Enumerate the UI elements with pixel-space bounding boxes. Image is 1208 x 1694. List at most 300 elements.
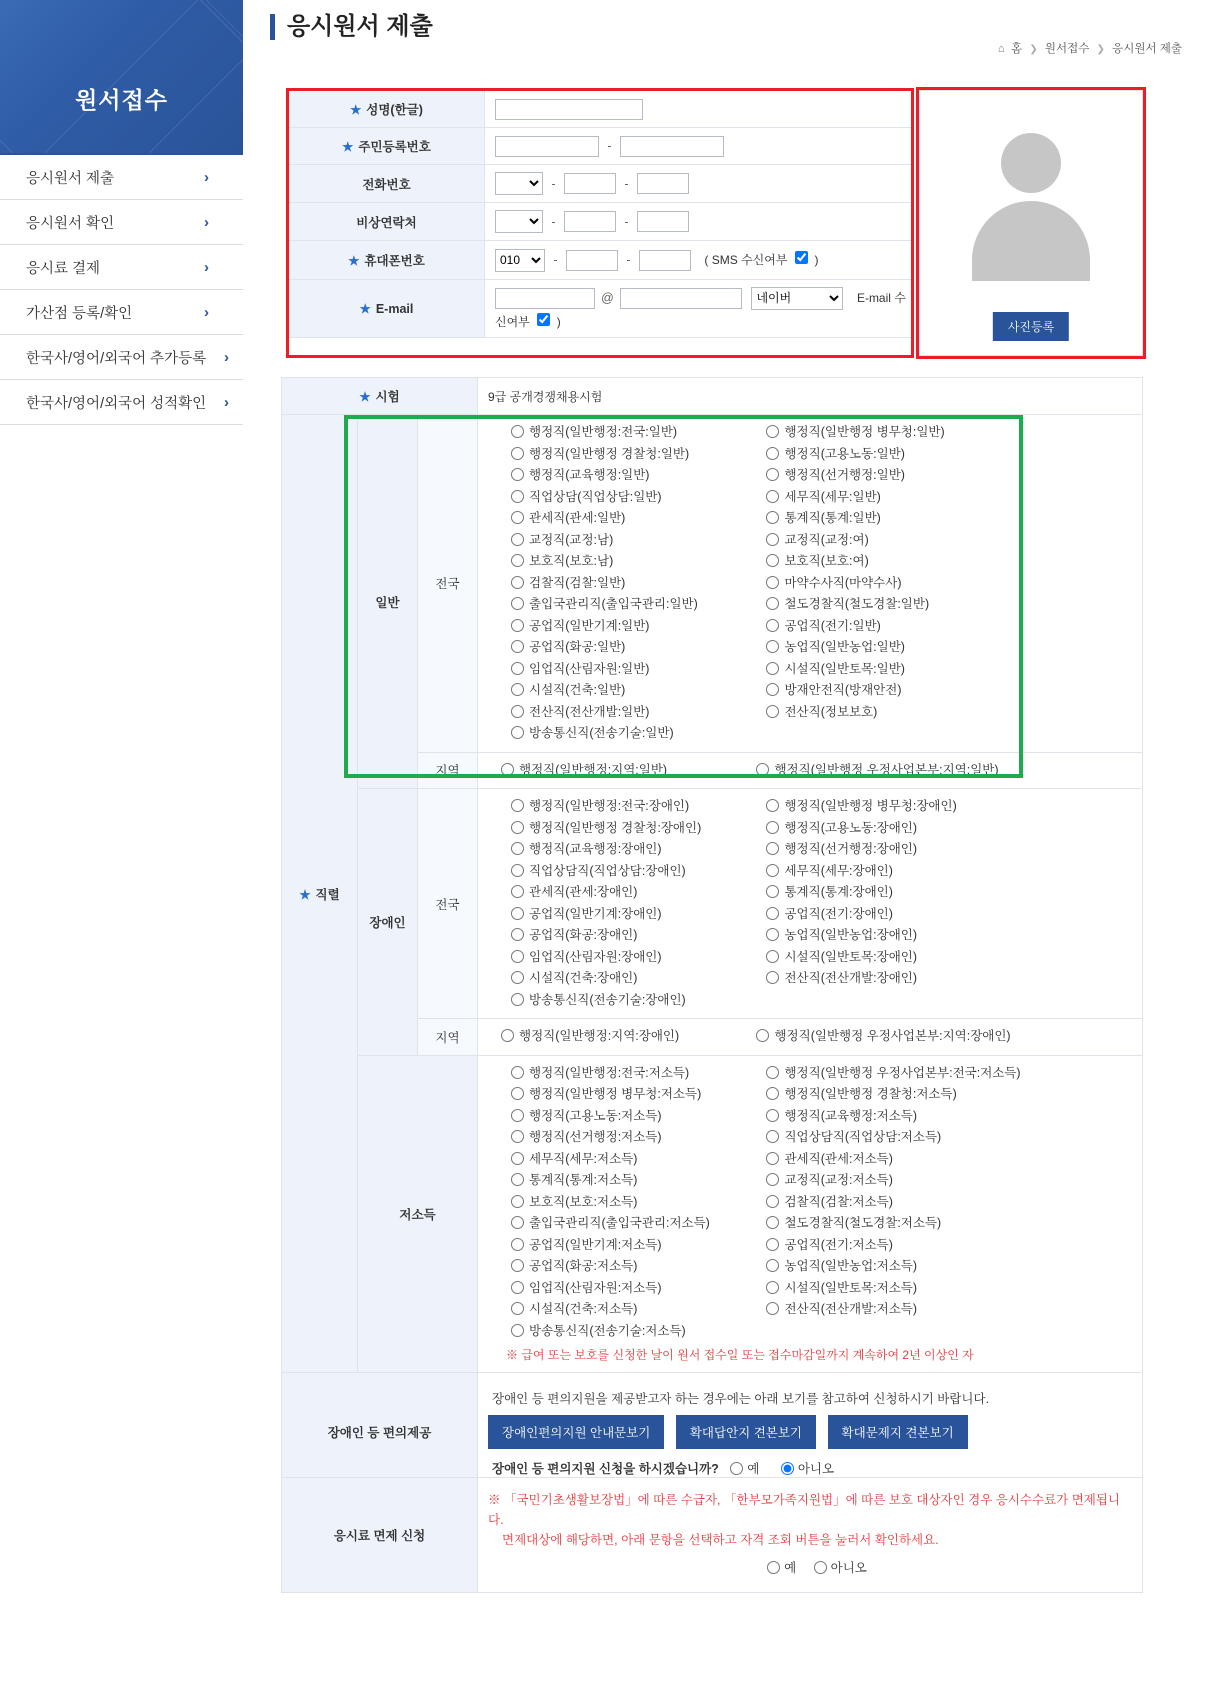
- chevron-right-icon: ❯: [1029, 44, 1038, 55]
- job-option-label: 공업직(화공:저소득): [529, 1259, 638, 1273]
- fee-waiver-radio-row: [488, 1550, 1132, 1580]
- page-title: 응시원서 제출: [270, 14, 1190, 40]
- radio-option[interactable]: [506, 1256, 758, 1278]
- job-radio[interactable]: [766, 1195, 779, 1208]
- radio-option[interactable]: [761, 594, 1061, 616]
- radio-option[interactable]: [506, 839, 758, 861]
- job-option-label: 방재안전직(방재안전): [784, 683, 902, 697]
- job-option-label: 농업직(일반농업:저소득): [784, 1259, 918, 1273]
- job-radio[interactable]: [511, 597, 524, 610]
- sidebar-header: [0, 0, 243, 153]
- job-option-label: 시설직(일반토목:장애인): [784, 949, 918, 964]
- job-radio[interactable]: [511, 1152, 524, 1165]
- radio-option[interactable]: [506, 1170, 758, 1192]
- job-option-label: 행정직(교육행정:일반): [529, 468, 650, 482]
- job-radio[interactable]: [766, 1238, 779, 1251]
- breadcrumb-item-home[interactable]: 홈: [1011, 43, 1023, 55]
- email-domain-select[interactable]: [751, 287, 843, 310]
- radio-option[interactable]: [761, 508, 1061, 530]
- radio-option[interactable]: [506, 594, 758, 616]
- sidebar-item-language-register[interactable]: [0, 335, 243, 380]
- radio-option[interactable]: [761, 1063, 1061, 1085]
- general-nationwide-options: [478, 415, 1143, 753]
- job-option-label: 농업직(일반농업:장애인): [784, 928, 918, 942]
- job-option-label: 행정직(교육행정:저소득): [784, 1108, 918, 1123]
- job-option-label: 교정직(교정:남): [529, 532, 614, 547]
- mobile-prefix-select[interactable]: [495, 249, 545, 272]
- job-radio[interactable]: [766, 1281, 779, 1294]
- job-radio[interactable]: [766, 1259, 779, 1272]
- mobile-mid-input[interactable]: [566, 250, 618, 271]
- job-radio[interactable]: [511, 821, 524, 834]
- enlarged-question-sample-button[interactable]: 확대문제지 견본보기: [828, 1415, 968, 1449]
- job-radio[interactable]: [766, 490, 779, 503]
- job-radio[interactable]: [511, 950, 524, 963]
- radio-option[interactable]: [506, 487, 758, 509]
- radio-option[interactable]: [761, 530, 1061, 552]
- fee-waiver-value-cell: [478, 1478, 1143, 1593]
- options-column-left: [488, 1063, 758, 1343]
- radio-option[interactable]: [506, 637, 758, 659]
- job-radio[interactable]: [766, 1066, 779, 1079]
- job-radio[interactable]: [511, 468, 524, 481]
- radio-option[interactable]: [506, 1084, 758, 1106]
- dash-separator: -: [626, 253, 631, 267]
- job-radio[interactable]: [511, 907, 524, 920]
- job-radio[interactable]: [511, 490, 524, 503]
- options-column-left: [478, 760, 748, 782]
- dash-separator: -: [624, 214, 629, 229]
- job-radio[interactable]: [766, 971, 779, 984]
- radio-option[interactable]: [496, 1026, 748, 1048]
- radio-option[interactable]: [751, 1026, 1051, 1048]
- job-radio[interactable]: [511, 705, 524, 718]
- group-general-label: 일반: [358, 415, 418, 789]
- dash-separator: -: [551, 214, 556, 229]
- radio-option[interactable]: [506, 861, 758, 883]
- sidebar-item-bonus-point[interactable]: [0, 290, 243, 335]
- convenience-yes-radio[interactable]: [730, 1462, 743, 1475]
- radio-option[interactable]: [506, 702, 758, 724]
- phone-prefix-select[interactable]: [495, 172, 543, 195]
- radio-option[interactable]: [761, 637, 1061, 659]
- job-radio[interactable]: [766, 842, 779, 855]
- page-header: [270, 13, 1190, 55]
- job-option-label: 출입국관리직(출입국관리:저소득): [529, 1216, 710, 1230]
- mobile-value-cell: [485, 241, 912, 280]
- radio-option[interactable]: [506, 796, 758, 818]
- radio-option[interactable]: [506, 968, 758, 990]
- job-radio[interactable]: [511, 1216, 524, 1229]
- radio-option[interactable]: [761, 1127, 1061, 1149]
- job-option-label: 공업직(전기:장애인): [784, 906, 893, 921]
- radio-option[interactable]: [761, 1192, 1061, 1214]
- job-radio[interactable]: [511, 425, 524, 438]
- radio-option[interactable]: [761, 1149, 1061, 1171]
- convenience-no-label: 아니오: [797, 1462, 835, 1476]
- job-radio[interactable]: [511, 640, 524, 653]
- sidebar-item-application-check[interactable]: [0, 200, 243, 245]
- phone-label: 전화번호: [362, 177, 411, 192]
- job-option-label: 시설직(일반토목:저소득): [784, 1280, 918, 1295]
- radio-option[interactable]: [761, 1084, 1061, 1106]
- radio-option[interactable]: [506, 990, 758, 1012]
- phone-mid-input[interactable]: [564, 173, 616, 194]
- photo-register-button[interactable]: 사진등록: [993, 312, 1069, 341]
- radio-option[interactable]: [506, 1213, 758, 1235]
- radio-option[interactable]: [761, 573, 1061, 595]
- job-radio[interactable]: [766, 425, 779, 438]
- emergency-last-input[interactable]: [637, 211, 689, 232]
- job-option-label: 농업직(일반농업:일반): [784, 640, 905, 654]
- job-radio[interactable]: [511, 726, 524, 739]
- radio-option[interactable]: [506, 882, 758, 904]
- home-icon[interactable]: ⌂: [997, 43, 1005, 55]
- convenience-value-cell: [478, 1373, 1143, 1492]
- radio-option[interactable]: [761, 1213, 1061, 1235]
- job-option-label: 통계직(통계:저소득): [529, 1173, 638, 1187]
- job-option-label: 관세직(관세:저소득): [784, 1151, 893, 1166]
- radio-option[interactable]: [506, 947, 758, 969]
- radio-option[interactable]: [761, 1299, 1061, 1321]
- radio-option[interactable]: [506, 422, 758, 444]
- job-radio[interactable]: [766, 950, 779, 963]
- sidebar: [0, 0, 243, 425]
- sidebar-item-label: 응시원서 제출: [26, 170, 115, 187]
- exam-job-section: [281, 377, 1143, 1492]
- job-option-label: 행정직(일반행정 병무청:저소득): [529, 1087, 702, 1101]
- phone-value-cell: [485, 165, 912, 203]
- job-radio[interactable]: [511, 662, 524, 675]
- job-option-label: 행정직(일반행정 경찰청:장애인): [529, 820, 702, 835]
- job-option-label: 행정직(일반행정:전국:장애인): [529, 799, 690, 813]
- breadcrumb-item-apply[interactable]: 원서접수: [1044, 43, 1090, 55]
- radio-option[interactable]: [761, 839, 1061, 861]
- emergency-value-cell: [485, 203, 912, 241]
- job-radio[interactable]: [511, 576, 524, 589]
- emergency-label: 비상연락처: [356, 215, 417, 230]
- table-row: [282, 1055, 1143, 1373]
- job-option-label: 시설직(건축:장애인): [529, 971, 638, 985]
- job-radio[interactable]: [501, 1029, 514, 1042]
- job-radio[interactable]: [511, 971, 524, 984]
- job-radio[interactable]: [511, 1173, 524, 1186]
- job-radio[interactable]: [766, 683, 779, 696]
- job-radio[interactable]: [766, 705, 779, 718]
- job-radio[interactable]: [511, 993, 524, 1006]
- job-radio[interactable]: [766, 468, 779, 481]
- radio-option[interactable]: [506, 925, 758, 947]
- sidebar-item-label: 한국사/영어/외국어 추가등록: [26, 350, 207, 367]
- radio-option[interactable]: [506, 530, 758, 552]
- job-radio[interactable]: [766, 619, 779, 632]
- lowincome-options: [478, 1055, 1143, 1373]
- radio-option[interactable]: [761, 861, 1061, 883]
- job-radio[interactable]: [511, 842, 524, 855]
- job-radio[interactable]: [511, 1302, 524, 1315]
- disabled-local-options: [478, 1019, 1143, 1056]
- radio-option[interactable]: [761, 882, 1061, 904]
- radio-option[interactable]: [761, 487, 1061, 509]
- radio-option[interactable]: [506, 1321, 758, 1343]
- radio-option[interactable]: [761, 1106, 1061, 1128]
- job-radio[interactable]: [766, 554, 779, 567]
- job-radio[interactable]: [766, 1087, 779, 1100]
- radio-option[interactable]: [506, 1235, 758, 1257]
- job-radio[interactable]: [766, 885, 779, 898]
- emergency-mid-input[interactable]: [564, 211, 616, 232]
- dash-separator: -: [607, 139, 612, 153]
- radio-option[interactable]: [506, 1149, 758, 1171]
- fee-waiver-line2: 면제대상에 해당하면, 아래 문항을 선택하고 자격 조회 버튼을 눌러서 확인하세요.: [502, 1533, 939, 1547]
- convenience-guide-button[interactable]: 장애인편의지원 안내문보기: [488, 1415, 664, 1449]
- radio-option[interactable]: [761, 1170, 1061, 1192]
- job-option-label: 검찰직(검찰:일반): [529, 575, 626, 590]
- radio-option[interactable]: [761, 796, 1061, 818]
- job-option-label: 직업상담직(직업상담:장애인): [529, 863, 686, 878]
- job-radio[interactable]: [511, 1259, 524, 1272]
- job-radio[interactable]: [756, 1029, 769, 1042]
- job-radio[interactable]: [511, 864, 524, 877]
- job-option-label: 직업상담직(직업상담:저소득): [784, 1130, 942, 1144]
- radio-option[interactable]: [506, 680, 758, 702]
- job-option-label: 보호직(보호:저소득): [529, 1194, 638, 1209]
- job-radio[interactable]: [766, 864, 779, 877]
- radio-option[interactable]: [506, 1106, 758, 1128]
- radio-option[interactable]: [761, 968, 1061, 990]
- group-lowincome-label: 저소득: [358, 1055, 478, 1373]
- job-radio[interactable]: [766, 640, 779, 653]
- radio-option[interactable]: [506, 1299, 758, 1321]
- job-radio[interactable]: [766, 533, 779, 546]
- job-option-label: 행정직(일반행정 우정사업본부:지역:일반): [774, 762, 999, 777]
- job-radio[interactable]: [766, 511, 779, 524]
- job-option-label: 행정직(일반행정:전국:저소득): [529, 1065, 690, 1080]
- enlarged-answer-sample-button[interactable]: 확대답안지 견본보기: [676, 1415, 816, 1449]
- options-column-right: [761, 1063, 1061, 1321]
- mobile-label-cell: [289, 241, 485, 280]
- options-column-left: [478, 1026, 748, 1048]
- mobile-last-input[interactable]: [639, 250, 691, 271]
- job-option-label: 행정직(일반행정:지역:일반): [519, 762, 668, 777]
- fee-waiver-section: [281, 1477, 1143, 1593]
- radio-option[interactable]: [761, 818, 1061, 840]
- radio-option[interactable]: [761, 444, 1061, 466]
- fee-waiver-no-radio[interactable]: [814, 1561, 827, 1574]
- job-radio[interactable]: [511, 1238, 524, 1251]
- table-row: [289, 165, 912, 203]
- avatar-placeholder-icon: [956, 133, 1106, 283]
- convenience-question: 장애인 등 편의지원 신청을 하시겠습니까?: [492, 1462, 719, 1476]
- region-local-label: 지역: [418, 1019, 478, 1056]
- radio-option[interactable]: [761, 904, 1061, 926]
- radio-option[interactable]: [506, 1278, 758, 1300]
- lowincome-note: ※ 급여 또는 보호를 신청한 날이 원서 접수일 또는 접수마감일까지 계속하여 2년 이상인 자: [506, 1348, 974, 1362]
- job-radio[interactable]: [511, 447, 524, 460]
- radio-option[interactable]: [506, 573, 758, 595]
- sidebar-item-label: 응시료 결제: [26, 260, 101, 277]
- job-radio[interactable]: [511, 1324, 524, 1337]
- radio-option[interactable]: [761, 947, 1061, 969]
- radio-option[interactable]: [506, 723, 758, 745]
- job-radio[interactable]: [766, 597, 779, 610]
- job-radio[interactable]: [511, 511, 524, 524]
- job-option-label: 철도경찰직(철도경찰:저소득): [784, 1216, 942, 1230]
- job-radio[interactable]: [511, 799, 524, 812]
- email-label: E-mail: [375, 301, 414, 316]
- job-radio[interactable]: [766, 1109, 779, 1122]
- jumin-back-input[interactable]: [620, 136, 724, 157]
- sidebar-item-application-submit[interactable]: [0, 155, 243, 200]
- job-radio[interactable]: [511, 885, 524, 898]
- dash-separator: -: [624, 176, 629, 191]
- table-row: [289, 203, 912, 241]
- job-option-label: 보호직(보호:남): [529, 554, 614, 568]
- sms-consent-checkbox[interactable]: [795, 251, 808, 264]
- job-radio[interactable]: [511, 928, 524, 941]
- job-option-label: 시설직(일반토목:일반): [784, 661, 905, 676]
- exam-label: 시험: [375, 390, 400, 404]
- email-id-input[interactable]: [495, 288, 595, 309]
- job-radio[interactable]: [511, 1195, 524, 1208]
- job-radio[interactable]: [766, 907, 779, 920]
- options-column-right: [761, 422, 1061, 723]
- radio-option[interactable]: [506, 1063, 758, 1085]
- email-consent-tail: ): [556, 314, 561, 329]
- region-nationwide-label: 전국: [418, 415, 478, 753]
- radio-option[interactable]: [761, 465, 1061, 487]
- convenience-yes-label: 예: [747, 1462, 760, 1476]
- job-option-label: 출입국관리직(출입국관리:일반): [529, 597, 698, 611]
- radio-option[interactable]: [506, 1192, 758, 1214]
- job-option-label: 행정직(고용노동:저소득): [529, 1108, 662, 1123]
- radio-option[interactable]: [506, 659, 758, 681]
- sidebar-item-label: 한국사/영어/외국어 성적확인: [26, 395, 207, 412]
- job-radio[interactable]: [766, 1173, 779, 1186]
- dash-separator: -: [553, 253, 558, 267]
- radio-option[interactable]: [761, 1278, 1061, 1300]
- name-input[interactable]: [495, 99, 643, 120]
- radio-option[interactable]: [761, 925, 1061, 947]
- job-label-cell: [282, 415, 358, 1373]
- radio-option[interactable]: [506, 444, 758, 466]
- general-local-options: [478, 752, 1143, 789]
- radio-option[interactable]: [761, 702, 1061, 724]
- email-domain-input[interactable]: [620, 288, 742, 309]
- table-row: [282, 789, 1143, 1019]
- radio-option[interactable]: [506, 1127, 758, 1149]
- job-option-label: 행정직(선거행정:저소득): [529, 1130, 662, 1144]
- job-option-label: 통계직(통계:일반): [784, 511, 881, 525]
- phone-last-input[interactable]: [637, 173, 689, 194]
- jumin-front-input[interactable]: [495, 136, 599, 157]
- radio-option[interactable]: [506, 508, 758, 530]
- sidebar-item-language-score[interactable]: [0, 380, 243, 425]
- job-radio[interactable]: [511, 683, 524, 696]
- radio-option[interactable]: [506, 551, 758, 573]
- job-radio[interactable]: [766, 662, 779, 675]
- radio-option[interactable]: [506, 465, 758, 487]
- convenience-no-radio[interactable]: [781, 1462, 794, 1475]
- fee-waiver-no-label: 아니오: [830, 1561, 867, 1575]
- job-option-label: 마약수사직(마약수사): [784, 575, 902, 590]
- job-radio[interactable]: [766, 1302, 779, 1315]
- job-option-label: 행정직(고용노동:장애인): [784, 820, 918, 835]
- job-option-label: 공업직(일반기계:일반): [529, 618, 650, 633]
- job-option-label: 세무직(세무:저소득): [529, 1151, 638, 1166]
- radio-option[interactable]: [506, 904, 758, 926]
- radio-option[interactable]: [761, 1256, 1061, 1278]
- job-radio[interactable]: [511, 1109, 524, 1122]
- job-radio[interactable]: [511, 1130, 524, 1143]
- job-radio[interactable]: [766, 447, 779, 460]
- chevron-right-icon: ›: [204, 258, 209, 276]
- radio-option[interactable]: [761, 1235, 1061, 1257]
- job-option-label: 행정직(교육행정:장애인): [529, 842, 662, 856]
- radio-option[interactable]: [761, 422, 1061, 444]
- radio-option[interactable]: [761, 551, 1061, 573]
- sidebar-title: 원서접수: [75, 87, 168, 113]
- chevron-right-icon: ›: [204, 303, 209, 321]
- job-radio[interactable]: [766, 821, 779, 834]
- job-option-label: 행정직(일반행정:전국:일반): [529, 425, 678, 439]
- radio-option[interactable]: [761, 659, 1061, 681]
- radio-option[interactable]: [761, 616, 1061, 638]
- jumin-label-cell: [289, 128, 485, 165]
- radio-option[interactable]: [761, 680, 1061, 702]
- job-radio[interactable]: [511, 1281, 524, 1294]
- convenience-question-row: [488, 1449, 1132, 1479]
- job-radio[interactable]: [766, 576, 779, 589]
- job-radio[interactable]: [511, 1087, 524, 1100]
- job-radio[interactable]: [766, 1152, 779, 1165]
- job-radio[interactable]: [756, 763, 769, 776]
- job-option-label: 공업직(화공:장애인): [529, 928, 638, 942]
- table-row: [289, 241, 912, 280]
- at-symbol: @: [601, 291, 614, 305]
- job-radio[interactable]: [766, 1216, 779, 1229]
- job-option-label: 검찰직(검찰:저소득): [784, 1194, 893, 1209]
- job-option-label: 교정직(교정:여): [784, 532, 869, 547]
- job-radio[interactable]: [766, 1130, 779, 1143]
- job-radio[interactable]: [501, 763, 514, 776]
- disabled-nationwide-options: [478, 789, 1143, 1019]
- convenience-label: 장애인 등 편의제공: [327, 1426, 432, 1440]
- radio-option[interactable]: [496, 760, 748, 782]
- table-row: [282, 1478, 1143, 1593]
- radio-option[interactable]: [506, 818, 758, 840]
- radio-option[interactable]: [506, 616, 758, 638]
- job-option-label: 철도경찰직(철도경찰:일반): [784, 597, 930, 611]
- sms-consent-tail: ): [814, 253, 819, 267]
- job-radio[interactable]: [511, 1066, 524, 1079]
- job-option-label: 전산직(전산개발:장애인): [784, 971, 918, 985]
- job-radio[interactable]: [511, 533, 524, 546]
- job-option-label: 공업직(전기:일반): [784, 618, 881, 633]
- radio-option[interactable]: [751, 760, 1051, 782]
- sidebar-item-fee-payment[interactable]: [0, 245, 243, 290]
- emergency-prefix-select[interactable]: [495, 210, 543, 233]
- exam-value-cell: [478, 378, 1143, 415]
- job-option-label: 임업직(산림자원:일반): [529, 661, 650, 676]
- job-radio[interactable]: [766, 928, 779, 941]
- email-consent-checkbox[interactable]: [537, 313, 550, 326]
- job-radio[interactable]: [511, 619, 524, 632]
- job-radio[interactable]: [511, 554, 524, 567]
- fee-waiver-yes-radio[interactable]: [767, 1561, 780, 1574]
- chevron-right-icon: ›: [204, 213, 209, 231]
- job-radio[interactable]: [766, 799, 779, 812]
